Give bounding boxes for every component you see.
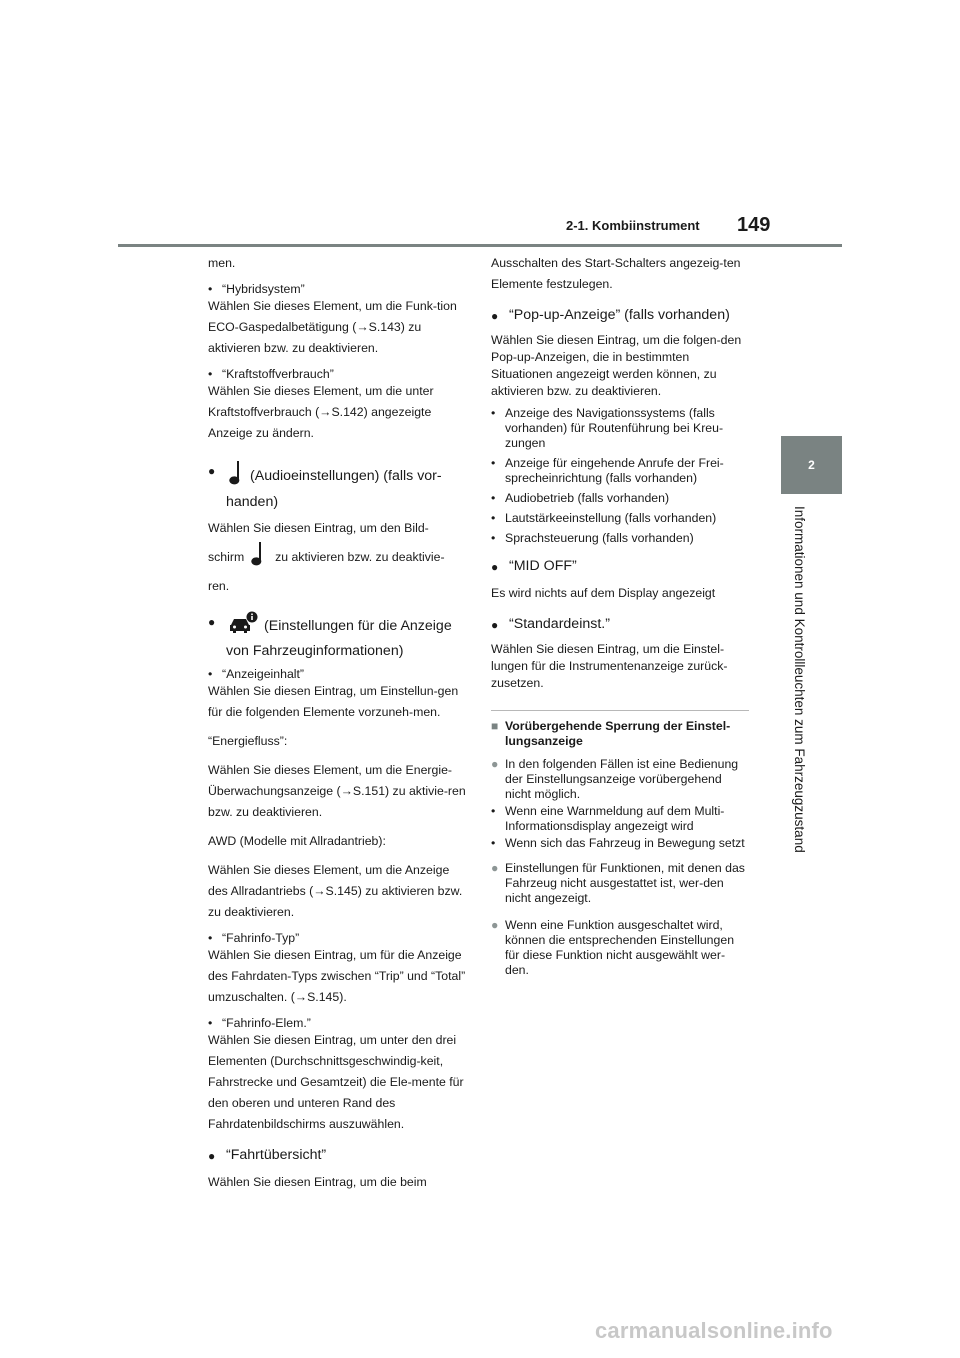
item-label: “Anzeigeinhalt”	[222, 667, 305, 681]
subsection-heading: ■ Vorübergehende Sperrung der Einstel-lungsanzeige	[491, 719, 731, 748]
item-label: “Kraftstoffverbrauch”	[222, 367, 334, 381]
list-item: • “Kraftstoffverbrauch”	[208, 367, 334, 381]
list-item: • “Fahrinfo-Typ”	[208, 931, 300, 945]
list-item: • Anzeige für eingehende Anrufe der Frei-sprecheinrichtung (falls vorhanden)	[491, 456, 724, 485]
list-item: • “Fahrinfo-Elem.”	[208, 1016, 311, 1030]
music-note-icon	[250, 541, 266, 574]
item-label: “Fahrinfo-Typ”	[222, 931, 300, 945]
watermark: carmanualsonline.info	[595, 1318, 833, 1343]
paragraph: Wählen Sie diesen Eintrag, um unter den drei Elementen (Durchschnittsgeschwindig-keit, Fahrstrecke und Gesamtzeit) die Ele-mente für den oberen und unteren Rand des Fahrdatenbildschirms auszuwählen.	[208, 1033, 464, 1131]
header-rule	[118, 244, 842, 247]
paragraph: schirm zu aktivieren bzw. zu deaktivie-	[208, 541, 466, 574]
music-note-icon	[228, 460, 244, 492]
square-bullet-icon: ■	[491, 719, 499, 733]
audio-heading: ● (Audioeinstellungen) (falls vor-handen)	[208, 460, 466, 512]
list-item: • Anzeige des Navigationssystems (falls vorhanden) für Routenführung bei Kreu-zungen	[491, 406, 724, 450]
paragraph: Es wird nichts auf dem Display angezeigt	[491, 586, 716, 600]
item-label: “Fahrinfo-Elem.”	[222, 1016, 311, 1030]
left-column	[208, 253, 466, 1201]
paragraph: Wählen Sie diesen Eintrag, um die Einstel-lungen für die Instrumentenanzeige zurück-zusetzen.	[491, 642, 728, 690]
paragraph: ren.	[208, 579, 230, 593]
paragraph: Wählen Sie diesen Eintrag, um für die Anzeige des Fahrdaten-Typs zwischen “Trip” und “Total” umzuschalten. (→S.145).	[208, 948, 466, 1004]
paragraph: Wählen Sie dieses Element, um die unter Kraftstoffverbrauch (→S.142) angezeigte Anzeige zu ändern.	[208, 384, 434, 440]
trip-summary-heading: ● “Fahrtübersicht”	[208, 1147, 327, 1163]
item-label: “Hybridsystem”	[222, 282, 305, 296]
list-item: • “Anzeigeinhalt”	[208, 667, 305, 681]
paragraph: Wählen Sie dieses Element, um die Funk-tion ECO-Gaspedalbetätigung (→S.143) zu aktivieren bzw. zu deaktivieren.	[208, 299, 457, 355]
paragraph: Wählen Sie dieses Element, um die Anzeige des Allradantriebs (→S.145) zu aktivieren bzw. zu deaktivieren.	[208, 863, 463, 919]
paragraph: “Energiefluss”:	[208, 734, 288, 748]
section-title: 2-1. Kombiinstrument	[566, 218, 700, 233]
mid-off-heading: ● “MID OFF”	[491, 558, 577, 574]
circle-bullet-icon: ●	[491, 861, 499, 875]
note-item: ● Einstellungen für Funktionen, mit denen das Fahrzeug nicht ausgestattet ist, wer-den nicht angezeigt.	[491, 861, 745, 905]
paragraph: Wählen Sie dieses Element, um die Energie-Überwachungsanzeige (→S.151) zu aktivie-ren bzw. zu deaktivieren.	[208, 763, 466, 819]
paragraph: men.	[208, 256, 236, 270]
divider	[491, 710, 749, 711]
circle-bullet-icon: ●	[491, 918, 499, 932]
list-item: • “Hybridsystem”	[208, 282, 305, 296]
paragraph: AWD (Modelle mit Allradantrieb):	[208, 834, 386, 848]
list-item: • Audiobetrieb (falls vorhanden)	[491, 491, 670, 505]
note-item: ● In den folgenden Fällen ist eine Bedienung der Einstellungsanzeige vorübergehend nicht möglich.	[491, 757, 739, 801]
page-number: 149	[737, 214, 771, 236]
list-item: • Lautstärkeeinstellung (falls vorhanden)	[491, 511, 717, 525]
vehicle-info-heading: ● (Einstellungen für die Anzeige von Fahrzeuginformationen)	[208, 611, 466, 661]
note-item: ● Wenn eine Funktion ausgeschaltet wird, können die entsprechenden Einstellungen für diese Funktion nicht ausgewählt wer-den.	[491, 918, 735, 977]
paragraph: Wählen Sie diesen Eintrag, um die folgen-den Pop-up-Anzeigen, die in bestimmten Situationen angezeigt werden können, zu aktivieren bzw. zu deaktivieren.	[491, 333, 742, 398]
paragraph: Wählen Sie diesen Eintrag, um die beim	[208, 1175, 427, 1189]
default-settings-heading: ● “Standardeinst.”	[491, 616, 610, 632]
paragraph: Wählen Sie diesen Eintrag, um Einstellun-gen für die folgenden Elemente vorzuneh-men.	[208, 684, 459, 719]
popup-heading: ● “Pop-up-Anzeige” (falls vorhanden)	[491, 307, 730, 323]
chapter-tab-number: 2	[808, 458, 815, 472]
chapter-tab-text: Informationen und Kontrollleuchten zum Fahrzeugzustand	[792, 506, 807, 853]
circle-bullet-icon: ●	[491, 757, 499, 771]
right-column	[491, 253, 749, 986]
list-item: • Wenn sich das Fahrzeug in Bewegung setzt	[491, 836, 745, 850]
list-item: • Sprachsteuerung (falls vorhanden)	[491, 531, 694, 545]
list-item: • Wenn eine Warnmeldung auf dem Multi-Informationsdisplay angezeigt wird	[491, 804, 725, 833]
vehicle-info-icon	[228, 611, 258, 641]
paragraph: Ausschalten des Start-Schalters angezeig-ten Elemente festzulegen.	[491, 256, 741, 291]
paragraph: Wählen Sie diesen Eintrag, um den Bild-	[208, 521, 429, 535]
